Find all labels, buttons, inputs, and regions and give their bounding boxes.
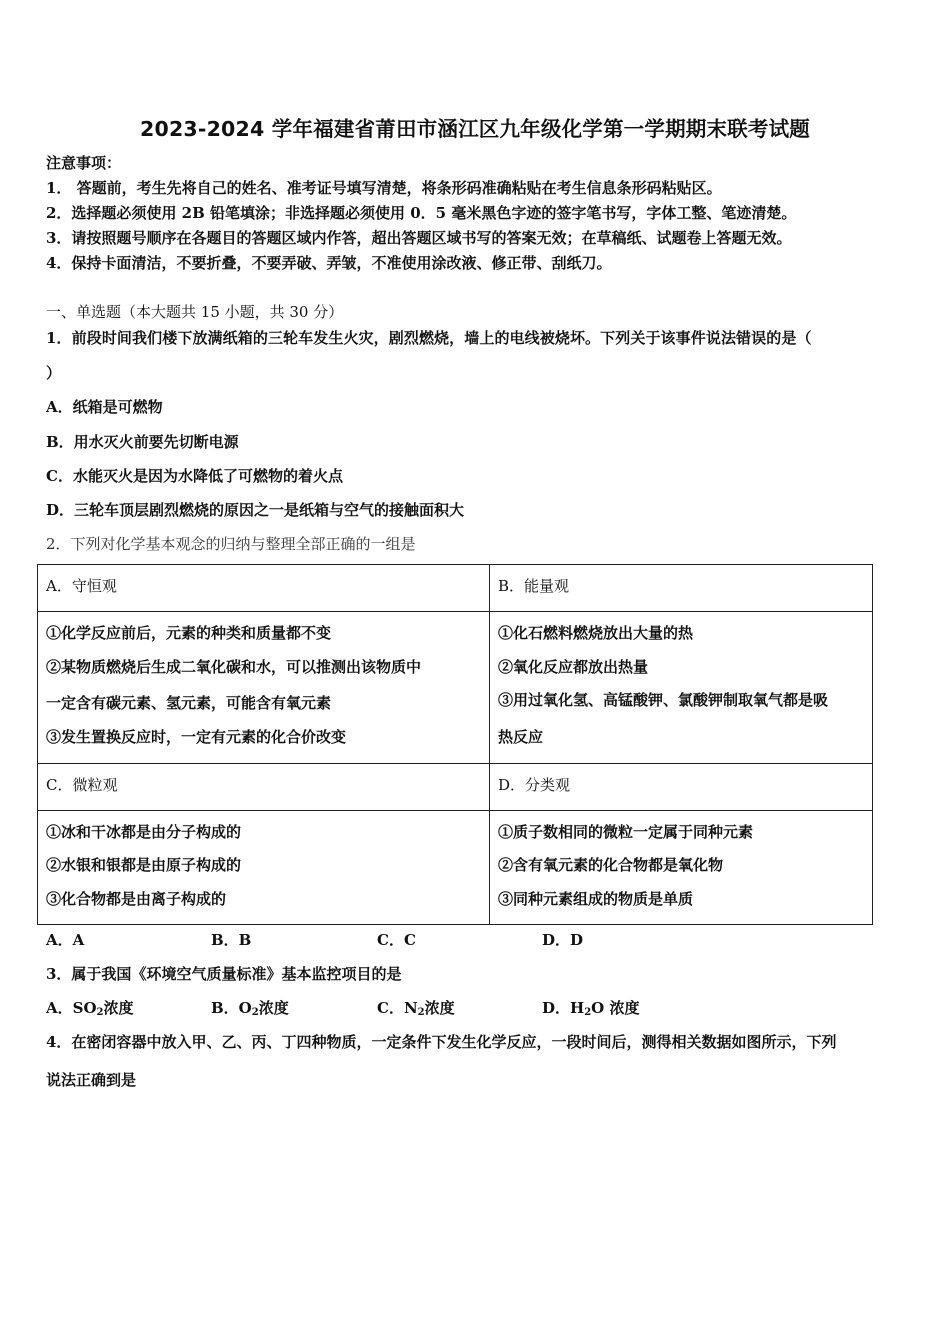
q3-option-b: B．$O_2$浓度 (211, 999, 289, 1018)
notice-item-3: 3．请按照题号顺序在各题目的答题区域内作答，超出答题区域书写的答案无效；在草稿纸、试题卷上答题无效。 (46, 229, 792, 247)
page-title: 2023-2024 学年福建省莆田市涵江区九年级化学第一学期期末联考试题 (140, 117, 810, 141)
table-divider-1 (38, 611, 872, 612)
cell-a-header: A．守恒观 (46, 577, 117, 595)
cell-a-line4: ③发生置换反应时，一定有元素的化合价改变 (46, 728, 347, 746)
notice-item-2: 2．选择题必须使用 2B 铅笔填涂；非选择题必须使用 0．5 毫米黑色字迹的签字笔书写，字体工整、笔迹清楚。 (46, 204, 797, 222)
q3-option-c: C．$N_2$浓度 (377, 999, 455, 1018)
q2-stem: 2．下列对化学基本观念的归纳与整理全部正确的一组是 (46, 535, 416, 553)
q4-stem-line1: 4．在密闭容器中放入甲、乙、丙、丁四种物质，一定条件下发生化学反应，一段时间后，测得相关数据如图所示，下列 (46, 1033, 837, 1051)
notice-heading: 注意事项： (46, 154, 122, 172)
cell-b-header: B．能量观 (498, 577, 570, 595)
table-divider-2 (38, 763, 872, 764)
cell-d-header: D．分类观 (498, 776, 571, 794)
cell-d-line1: ①质子数相同的微粒一定属于同种元素 (498, 823, 754, 841)
cell-a-line3: 一定含有碳元素、氢元素，可能含有氧元素 (46, 694, 332, 712)
cell-c-header: C．微粒观 (46, 776, 118, 794)
table-divider-3 (38, 810, 872, 811)
q1-stem-line1: 1．前段时间我们楼下放满纸箱的三轮车发生火灾，剧烈燃烧，墙上的电线被烧坏。下列关于该事件说法错误的是（ (46, 329, 812, 347)
cell-b-line2: ②氧化反应都放出热量 (498, 658, 649, 676)
section-heading: 一、单选题（本大题共 15 小题，共 30 分） (46, 303, 344, 321)
q2-option-c: C．C (377, 931, 416, 949)
cell-c-line3: ③化合物都是由离子构成的 (46, 890, 227, 908)
cell-b-line1: ①化石燃料燃烧放出大量的热 (498, 624, 694, 642)
q2-option-a: A．A (46, 931, 85, 949)
cell-b-line4: 热反应 (498, 728, 544, 746)
q3-stem: 3．属于我国《环境空气质量标准》基本监控项目的是 (46, 965, 402, 983)
q4-stem-line2: 说法正确到是 (46, 1071, 137, 1089)
cell-d-line2: ②含有氧元素的化合物都是氧化物 (498, 856, 724, 874)
q2-option-b: B．B (211, 931, 252, 949)
q2-table (37, 564, 873, 925)
cell-c-line1: ①冰和干冰都是由分子构成的 (46, 823, 242, 841)
notice-item-1: 1． 答题前，考生先将自己的姓名、准考证号填写清楚，将条形码准确粘贴在考生信息条形码粘贴区。 (46, 179, 722, 197)
notice-item-4: 4．保持卡面清洁，不要折叠，不要弄破、弄皱，不准使用涂改液、修正带、刮纸刀。 (46, 254, 612, 272)
cell-c-line2: ②水银和银都是由原子构成的 (46, 856, 242, 874)
q1-option-c: C．水能灭火是因为水降低了可燃物的着火点 (46, 467, 343, 485)
cell-a-line1: ①化学反应前后，元素的种类和质量都不变 (46, 624, 332, 642)
cell-d-line3: ③同种元素组成的物质是单质 (498, 890, 694, 908)
q2-option-d: D．D (542, 931, 584, 949)
table-divider-vertical (489, 565, 490, 924)
q3-option-a: A．$SO_2$浓度 (46, 999, 134, 1018)
q1-stem-line2: ） (46, 364, 62, 382)
cell-b-line3: ③用过氧化氢、高锰酸钾、氯酸钾制取氧气都是吸 (498, 691, 829, 709)
cell-a-line2: ②某物质燃烧后生成二氧化碳和水，可以推测出该物质中 (46, 658, 422, 676)
q3-option-d: D．$H_2O$ 浓度 (542, 999, 640, 1018)
q1-option-a: A．纸箱是可燃物 (46, 398, 163, 416)
q1-option-d: D．三轮车顶层剧烈燃烧的原因之一是纸箱与空气的接触面积大 (46, 501, 465, 519)
q1-option-b: B．用水灭火前要先切断电源 (46, 433, 239, 451)
